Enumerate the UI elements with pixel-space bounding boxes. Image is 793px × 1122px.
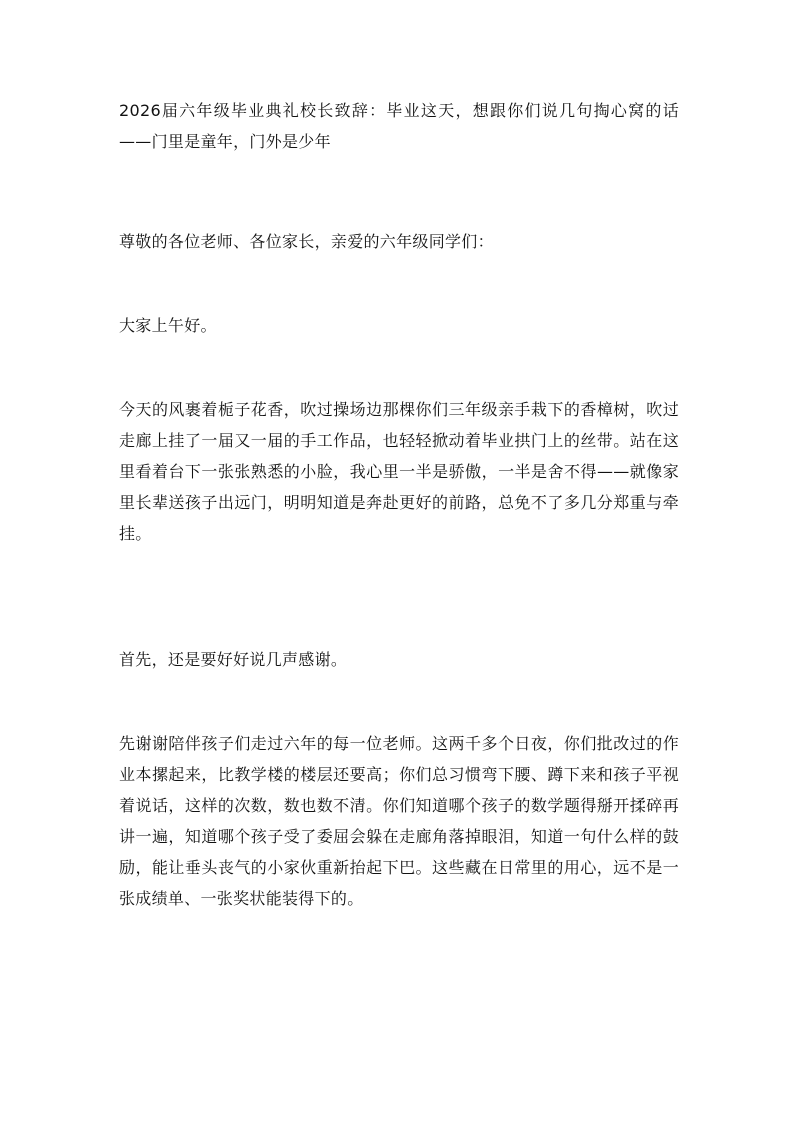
paragraph: 先谢谢陪伴孩子们走过六年的每一位老师。这两千多个日夜，你们批改过的作业本摞起来，比教学楼的楼层还要高；你们总习惯弯下腰、蹲下来和孩子平视着说话，这样的次数，数也数不清。你们知道哪个孩子的数学题得掰开揉碎再讲一遍，知道哪个孩子受了委屈会躲在走廊角落掉眼泪，知道一句什么样的鼓励，能让垂头丧气的小家伙重新抬起下巴。这些藏在日常里的用心，远不是一张成绩单、一张奖状能装得下的。 (119, 734, 679, 908)
paragraph: 首先，还是要好好说几声感谢。 (119, 650, 348, 669)
document-title: 2026届六年级毕业典礼校长致辞：毕业这天，想跟你们说几句掏心窝的话——门里是童年，门外是少年 (119, 101, 679, 151)
greeting: 大家上午好。 (119, 316, 217, 335)
salutation: 尊敬的各位老师、各位家长，亲爱的六年级同学们： (119, 232, 494, 251)
paragraph: 今天的风裹着栀子花香，吹过操场边那棵你们三年级亲手栽下的香樟树，吹过走廊上挂了一届又一届的手工作品，也轻轻掀动着毕业拱门上的丝带。站在这里看着台下一张张熟悉的小脸，我心里一半是骄傲，一半是舍不得——就像家里长辈送孩子出远门，明明知道是奔赴更好的前路，总免不了多几分郑重与牵挂。 (119, 400, 679, 543)
